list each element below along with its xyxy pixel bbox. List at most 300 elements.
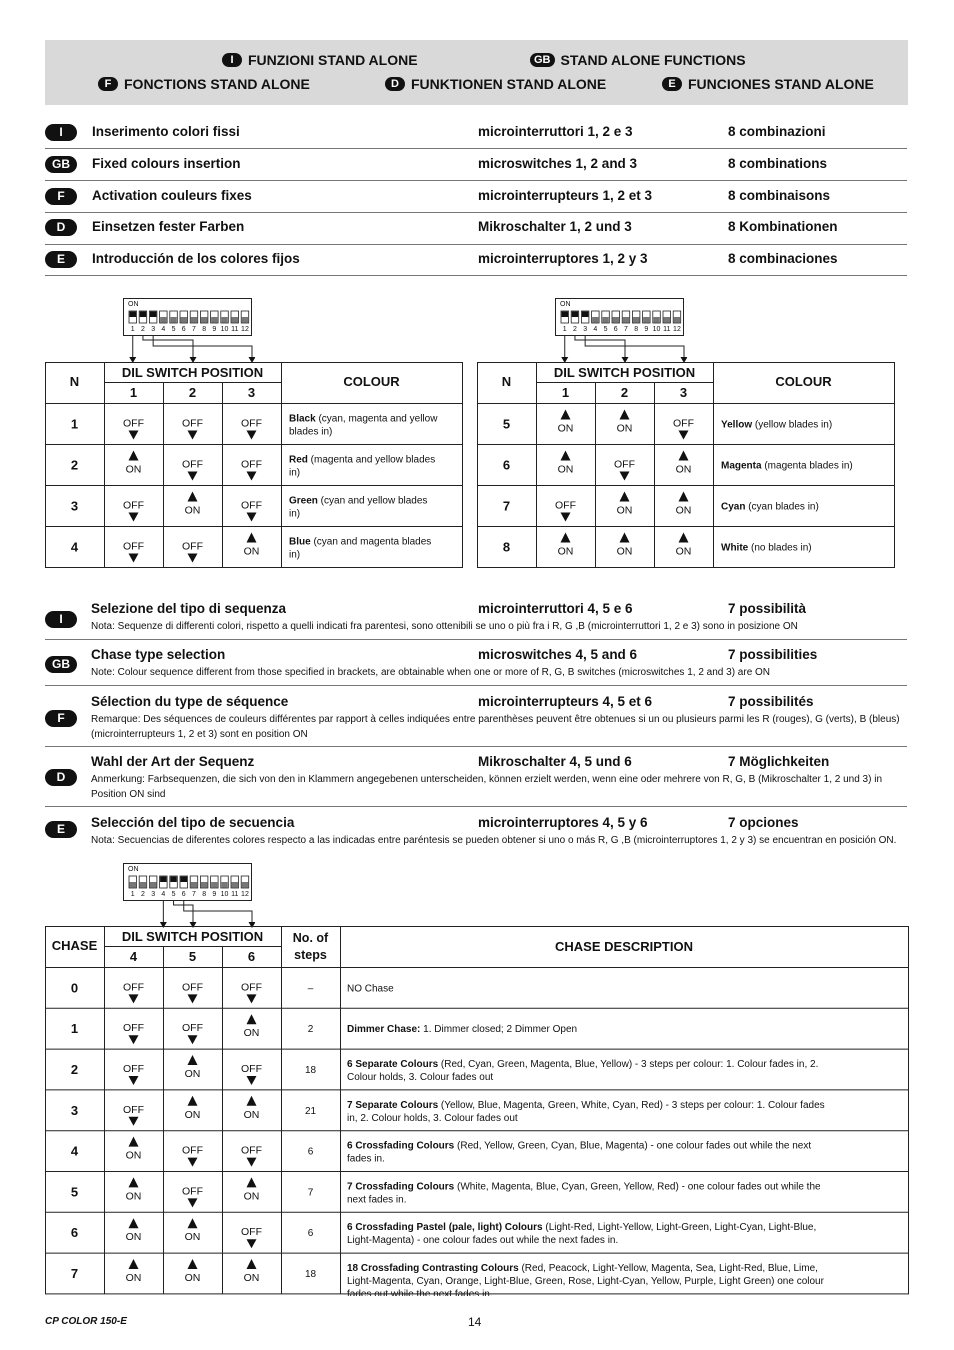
chase-description: 6 Separate Colours (Red, Cyan, Green, Magenta, Blue, Yellow) - 3 steps per colour: 1. Colour fades in, 2. Colour holds, 3. Colour fades out bbox=[347, 1059, 822, 1083]
dip-number: 6 bbox=[181, 326, 186, 333]
switch-state-on: ON bbox=[616, 545, 633, 558]
chase-sel-title: Selección del tipo de secuencia bbox=[91, 815, 295, 830]
dip-number: 11 bbox=[231, 891, 239, 898]
lang-badge-fr: F bbox=[98, 77, 118, 91]
switch-state-on: ON bbox=[125, 463, 142, 476]
colour-description: Red (magenta and yellow blades in) bbox=[289, 454, 438, 479]
dip-lever bbox=[602, 317, 609, 323]
header-steps: steps bbox=[294, 948, 327, 962]
switch-state-off: OFF bbox=[241, 458, 262, 471]
switch-state-off: OFF bbox=[241, 1144, 262, 1157]
dip-switch-svg bbox=[555, 298, 687, 364]
divider bbox=[45, 746, 907, 747]
switch-state-off: OFF bbox=[673, 417, 694, 430]
colour-table-left bbox=[45, 362, 463, 569]
steps-count: 6 bbox=[307, 1146, 314, 1158]
dip-number: 7 bbox=[191, 326, 196, 333]
header-it-label: FUNZIONI STAND ALONE bbox=[248, 52, 418, 68]
header-gb-label: STAND ALONE FUNCTIONS bbox=[560, 52, 746, 68]
down-arrow-icon bbox=[247, 431, 257, 440]
down-arrow-icon bbox=[188, 554, 198, 563]
dip-lever bbox=[232, 882, 239, 888]
switch-state-off: OFF bbox=[123, 1103, 144, 1116]
header-switch-number: 3 bbox=[679, 385, 688, 400]
chase-number: 1 bbox=[70, 1021, 79, 1037]
dip-number: 8 bbox=[202, 326, 207, 333]
up-arrow-icon bbox=[679, 492, 689, 502]
switch-state-on: ON bbox=[675, 504, 692, 517]
header-it bbox=[222, 52, 418, 68]
header-switch-number: 5 bbox=[188, 949, 197, 964]
fixed-colour-switches: microswitches 1, 2 and 3 bbox=[478, 156, 638, 171]
dip-number: 12 bbox=[241, 326, 249, 333]
dip-lever bbox=[140, 882, 147, 888]
switch-state-on: ON bbox=[557, 545, 574, 558]
switch-state-on: ON bbox=[184, 1108, 201, 1121]
switch-state-on: ON bbox=[243, 1190, 260, 1203]
table-row bbox=[71, 492, 430, 522]
switch-state-off: OFF bbox=[182, 1144, 203, 1157]
chase-description: 18 Crossfading Contrasting Colours (Red, Peacock, Light-Yellow, Magenta, Sea, Light-Red, Blue, Lime, Light-Magenta, Cyan, Orange, Light-Blue, Green, Rose, Light-Cyan, Yellow, Purple, Light Green) one colour fades out while the next fades in. bbox=[347, 1263, 827, 1296]
down-arrow-icon bbox=[188, 472, 198, 481]
steps-count: 2 bbox=[307, 1024, 314, 1036]
table-row bbox=[503, 451, 853, 481]
up-arrow-icon bbox=[188, 1055, 198, 1065]
chase-number: 2 bbox=[70, 1062, 79, 1077]
header-fr-label: FONCTIONS STAND ALONE bbox=[124, 76, 310, 92]
dip-number: 8 bbox=[634, 326, 639, 333]
lang-badge: I bbox=[45, 124, 77, 141]
steps-count: 18 bbox=[304, 1269, 317, 1280]
down-arrow-icon bbox=[247, 1076, 257, 1085]
chase-number: 6 bbox=[70, 1225, 79, 1241]
dip-number: 2 bbox=[572, 326, 577, 333]
switch-state-on: ON bbox=[184, 504, 201, 517]
switch-state-off: OFF bbox=[123, 417, 144, 430]
dip-number: 9 bbox=[644, 326, 649, 333]
chase-sel-switches: microinterruttori 4, 5 e 6 bbox=[478, 601, 633, 616]
fixed-colour-title: Activation couleurs fixes bbox=[92, 188, 252, 203]
footer-page-number: 14 bbox=[468, 1315, 482, 1329]
dip-lever bbox=[242, 882, 249, 888]
dip-on-label: ON bbox=[560, 301, 571, 308]
divider bbox=[45, 148, 907, 149]
row-number: 6 bbox=[502, 457, 511, 473]
chase-sel-note: Note: Colour sequence different from those specified in brackets, are obtainable when one or more of R, G, B switches (microswitches 1, 2 and 3) are ON bbox=[91, 667, 771, 678]
header-de bbox=[385, 76, 606, 92]
table-row bbox=[71, 1177, 823, 1207]
up-arrow-icon bbox=[188, 492, 198, 502]
up-arrow-icon bbox=[679, 533, 689, 543]
lang-badge: GB bbox=[45, 656, 77, 673]
up-arrow-icon bbox=[129, 1218, 139, 1228]
chase-number: 7 bbox=[70, 1266, 79, 1281]
dip-number: 1 bbox=[130, 326, 135, 333]
header-es-label: FUNCIONES STAND ALONE bbox=[688, 76, 874, 92]
chase-sel-note: Nota: Sequenze di differenti colori, rispetto a quelli indicati fra parentesi, sono ottenibili se uno o più fra i R, G ,B (microinterruttori 1, 2 e 3) sono in posizione ON bbox=[91, 621, 798, 632]
table-row bbox=[71, 1137, 814, 1167]
header-dil-switch-position: DIL SWITCH POSITION bbox=[121, 365, 264, 380]
switch-state-off: OFF bbox=[182, 540, 203, 553]
dip-lever bbox=[664, 317, 671, 323]
chase-sel-count: 7 opciones bbox=[728, 815, 799, 830]
switch-state-off: OFF bbox=[182, 1022, 203, 1035]
fixed-colour-count: 8 Kombinationen bbox=[728, 219, 838, 234]
switch-state-off: OFF bbox=[182, 458, 203, 471]
header-switch-number: 4 bbox=[129, 949, 138, 964]
chase-number: 4 bbox=[70, 1143, 79, 1159]
dip-lever bbox=[191, 317, 198, 323]
switch-state-off: OFF bbox=[123, 499, 144, 512]
down-arrow-icon bbox=[129, 1035, 139, 1044]
switch-state-off: OFF bbox=[241, 981, 262, 994]
down-arrow-icon bbox=[679, 431, 689, 440]
switch-state-on: ON bbox=[675, 463, 692, 476]
dip-lever bbox=[592, 317, 599, 323]
lang-badge: E bbox=[45, 251, 77, 268]
dip-lever bbox=[562, 312, 569, 318]
down-arrow-icon bbox=[247, 1239, 257, 1248]
switch-state-on: ON bbox=[616, 504, 633, 517]
down-arrow-icon bbox=[247, 513, 257, 522]
dip-number: 4 bbox=[161, 891, 166, 898]
fixed-colour-switches: microinterrupteurs 1, 2 et 3 bbox=[478, 188, 653, 203]
up-arrow-icon bbox=[620, 492, 630, 502]
header-switch-number: 1 bbox=[129, 385, 138, 400]
chase-sel-count: 7 possibilities bbox=[728, 647, 818, 662]
dip-lever bbox=[221, 882, 228, 888]
dip-on-label: ON bbox=[128, 301, 139, 308]
up-arrow-icon bbox=[129, 1137, 139, 1147]
down-arrow-icon bbox=[188, 1035, 198, 1044]
dip-number: 5 bbox=[603, 326, 608, 333]
dip-lever bbox=[633, 317, 640, 323]
dip-on-label: ON bbox=[128, 866, 139, 873]
header-chase-description: CHASE DESCRIPTION bbox=[555, 939, 693, 954]
dip-number: 8 bbox=[202, 891, 207, 898]
down-arrow-icon bbox=[129, 1117, 139, 1126]
dip-number: 3 bbox=[583, 326, 588, 333]
header-switch-number: 6 bbox=[247, 949, 256, 964]
dip-lever bbox=[653, 317, 660, 323]
up-arrow-icon bbox=[561, 451, 571, 461]
switch-state-on: ON bbox=[125, 1272, 142, 1284]
divider bbox=[45, 212, 907, 213]
up-arrow-icon bbox=[561, 533, 571, 543]
steps-count: 21 bbox=[304, 1105, 317, 1117]
switch-state-off: OFF bbox=[241, 417, 262, 430]
fixed-colour-title: Fixed colours insertion bbox=[92, 156, 241, 171]
table-row bbox=[71, 1055, 821, 1085]
lang-badge: F bbox=[45, 710, 77, 727]
header-bar bbox=[45, 40, 908, 105]
header-dil-switch-position: DIL SWITCH POSITION bbox=[121, 929, 264, 944]
switch-state-on: ON bbox=[125, 1231, 142, 1244]
divider bbox=[45, 275, 907, 276]
header-steps: No. of bbox=[292, 931, 329, 945]
dip-lever bbox=[140, 312, 147, 318]
down-arrow-icon bbox=[188, 994, 198, 1003]
divider bbox=[45, 639, 907, 640]
connector-line bbox=[575, 336, 625, 358]
dip-number: 2 bbox=[140, 326, 145, 333]
header-colour: COLOUR bbox=[343, 374, 400, 389]
chase-table bbox=[45, 926, 909, 1296]
up-arrow-icon bbox=[620, 410, 630, 420]
down-arrow-icon bbox=[129, 513, 139, 522]
up-arrow-icon bbox=[188, 1218, 198, 1228]
row-number: 5 bbox=[502, 416, 511, 432]
switch-state-on: ON bbox=[184, 1068, 201, 1080]
lang-badge: E bbox=[45, 821, 77, 838]
divider bbox=[45, 244, 907, 245]
chase-description: 7 Separate Colours (Yellow, Blue, Magenta, Green, White, Cyan, Red) - 3 steps per colour: 1. Colour fades in, 2. Colour holds, 3. Colour fades out bbox=[347, 1099, 828, 1124]
table-row bbox=[71, 414, 440, 440]
fixed-colour-count: 8 combinaisons bbox=[728, 188, 831, 203]
dip-lever bbox=[221, 317, 228, 323]
chase-sel-title: Chase type selection bbox=[91, 647, 226, 662]
colour-description: Magenta (magenta blades in) bbox=[721, 460, 853, 472]
chase-description: 7 Crossfading Colours (White, Magenta, Blue, Cyan, Green, Yellow, Red) - one colour fades out while the next fades in. bbox=[347, 1181, 824, 1206]
header-switch-number: 1 bbox=[561, 385, 570, 400]
fixed-colour-count: 8 combinazioni bbox=[728, 124, 826, 139]
lang-badge: D bbox=[45, 769, 77, 786]
fixed-colour-title: Introducción de los colores fijos bbox=[92, 251, 300, 266]
colour-description: Black (cyan, magenta and yellow blades in) bbox=[289, 413, 441, 438]
table-row bbox=[71, 1014, 577, 1044]
dip-number: 11 bbox=[231, 326, 239, 333]
row-number: 4 bbox=[70, 539, 79, 555]
chase-number: 5 bbox=[70, 1184, 79, 1200]
switch-state-on: ON bbox=[616, 422, 633, 435]
steps-count: 18 bbox=[304, 1065, 317, 1076]
dip-lever bbox=[201, 317, 208, 323]
header-n: N bbox=[501, 374, 512, 389]
down-arrow-icon bbox=[129, 431, 139, 440]
connector-line bbox=[184, 901, 252, 923]
dip-lever bbox=[160, 877, 167, 883]
down-arrow-icon bbox=[129, 994, 139, 1003]
dip-lever bbox=[613, 317, 620, 323]
dip-number: 9 bbox=[212, 326, 217, 333]
dip-lever bbox=[170, 877, 177, 883]
dip-number: 7 bbox=[623, 326, 628, 333]
up-arrow-icon bbox=[247, 1259, 257, 1269]
down-arrow-icon bbox=[620, 472, 630, 481]
switch-state-off: OFF bbox=[182, 1185, 203, 1198]
switch-state-on: ON bbox=[243, 1108, 260, 1121]
lang-badge-it: I bbox=[222, 53, 242, 67]
lang-badge: D bbox=[45, 219, 77, 236]
lang-badge-de: D bbox=[385, 77, 405, 91]
up-arrow-icon bbox=[561, 410, 571, 420]
down-arrow-icon bbox=[247, 1158, 257, 1167]
chase-sel-title: Selezione del tipo di sequenza bbox=[91, 601, 287, 616]
dip-number: 1 bbox=[562, 326, 567, 333]
up-arrow-icon bbox=[679, 451, 689, 461]
chase-description: NO Chase bbox=[347, 983, 394, 995]
dip-number: 4 bbox=[593, 326, 598, 333]
dip-lever bbox=[572, 312, 579, 318]
dip-lever bbox=[130, 312, 137, 318]
header-switch-number: 3 bbox=[247, 385, 256, 400]
dip-number: 9 bbox=[212, 891, 217, 898]
dip-number: 10 bbox=[220, 891, 229, 898]
switch-state-on: ON bbox=[243, 1027, 260, 1040]
chase-sel-switches: microswitches 4, 5 and 6 bbox=[478, 647, 638, 662]
down-arrow-icon bbox=[188, 431, 198, 440]
colour-description: Cyan (cyan blades in) bbox=[721, 501, 819, 513]
switch-state-on: ON bbox=[184, 1272, 201, 1284]
switch-state-on: ON bbox=[125, 1190, 142, 1203]
header-switch-number: 2 bbox=[620, 385, 629, 400]
chase-sel-title: Wahl der Art der Sequenz bbox=[91, 754, 255, 769]
fixed-colour-switches: microinterruttori 1, 2 e 3 bbox=[478, 124, 633, 139]
colour-description: White (no blades in) bbox=[721, 542, 812, 554]
lang-badge-gb: GB bbox=[530, 53, 555, 67]
table-row bbox=[71, 980, 394, 1003]
footer-model: CP COLOR 150-E bbox=[45, 1316, 127, 1327]
up-arrow-icon bbox=[129, 1259, 139, 1269]
steps-count: – bbox=[307, 983, 314, 995]
down-arrow-icon bbox=[247, 472, 257, 481]
chase-number: 0 bbox=[70, 980, 79, 996]
switch-state-off: OFF bbox=[555, 499, 576, 512]
dip-switch-diagram-left bbox=[123, 298, 255, 369]
down-arrow-icon bbox=[247, 994, 257, 1003]
dip-lever bbox=[191, 882, 198, 888]
dip-number: 5 bbox=[171, 891, 176, 898]
steps-count: 6 bbox=[307, 1228, 314, 1240]
dip-number: 6 bbox=[181, 891, 186, 898]
fixed-colour-switches: Mikroschalter 1, 2 und 3 bbox=[478, 219, 632, 234]
row-number: 2 bbox=[70, 457, 79, 473]
divider bbox=[45, 685, 907, 686]
table-row bbox=[71, 451, 438, 481]
chase-sel-note: Anmerkung: Farbsequenzen, die sich von den in Klammern angegebenen unterscheiden, können erzielt werden, wenn eine oder mehrere von R, G, B (Mikroschalter 1, 2 und 3) in Position ON sind bbox=[91, 774, 883, 800]
lang-badge: GB bbox=[45, 156, 77, 173]
switch-state-off: OFF bbox=[241, 1063, 262, 1075]
table-row bbox=[503, 492, 819, 522]
dip-lever bbox=[674, 317, 681, 323]
chase-description: 6 Crossfading Pastel (pale, light) Colours (Light-Red, Light-Yellow, Light-Green, Light-Cyan, Light-Blue, Light-Magenta) - one colour fades out while the next fades in. bbox=[347, 1222, 820, 1247]
up-arrow-icon bbox=[188, 1096, 198, 1106]
dip-lever bbox=[232, 317, 239, 323]
dip-number: 12 bbox=[673, 326, 681, 333]
chase-sel-switches: Mikroschalter 4, 5 und 6 bbox=[478, 754, 632, 769]
dip-number: 2 bbox=[140, 891, 145, 898]
down-arrow-icon bbox=[561, 513, 571, 522]
connector-line bbox=[153, 336, 252, 358]
dip-number: 10 bbox=[220, 326, 229, 333]
colour-description: Green (cyan and yellow blades in) bbox=[289, 495, 431, 520]
dip-switch-diagram-chase bbox=[123, 863, 255, 934]
chase-sel-count: 7 possibilità bbox=[728, 601, 807, 616]
fixed-colour-switches: microinterruptores 1, 2 y 3 bbox=[478, 251, 648, 266]
up-arrow-icon bbox=[188, 1259, 198, 1269]
chase-sel-switches: microinterruptores 4, 5 y 6 bbox=[478, 815, 648, 830]
dip-number: 12 bbox=[241, 891, 249, 898]
header-switch-number: 2 bbox=[188, 385, 197, 400]
dip-lever bbox=[150, 312, 157, 318]
table-row bbox=[71, 1259, 827, 1296]
chase-description: Dimmer Chase: 1. Dimmer closed; 2 Dimmer Open bbox=[347, 1024, 578, 1036]
row-number: 8 bbox=[502, 539, 511, 555]
header-de-label: FUNKTIONEN STAND ALONE bbox=[411, 76, 607, 92]
dip-lever bbox=[150, 882, 157, 888]
header-es bbox=[662, 76, 874, 92]
chase-description: 6 Crossfading Colours (Red, Yellow, Green, Cyan, Blue, Magenta) - one colour fades out while the next fades in. bbox=[347, 1140, 814, 1165]
down-arrow-icon bbox=[188, 1198, 198, 1207]
up-arrow-icon bbox=[620, 533, 630, 543]
switch-state-on: ON bbox=[557, 422, 574, 435]
up-arrow-icon bbox=[129, 1177, 139, 1187]
colour-description: Blue (cyan and magenta blades in) bbox=[289, 536, 435, 561]
dip-switch-diagram-right bbox=[555, 298, 687, 369]
header-colour: COLOUR bbox=[775, 374, 832, 389]
down-arrow-icon bbox=[129, 554, 139, 563]
header-fr bbox=[98, 76, 310, 92]
switch-state-on: ON bbox=[243, 1272, 260, 1284]
dip-lever bbox=[643, 317, 650, 323]
dip-lever bbox=[242, 317, 249, 323]
switch-state-off: OFF bbox=[241, 1226, 262, 1239]
dip-lever bbox=[211, 882, 218, 888]
switch-state-off: OFF bbox=[241, 499, 262, 512]
chase-sel-title: Sélection du type de séquence bbox=[91, 694, 289, 709]
header-gb bbox=[530, 52, 746, 68]
dip-number: 11 bbox=[663, 326, 671, 333]
switch-state-off: OFF bbox=[614, 458, 635, 471]
divider bbox=[45, 180, 907, 181]
dip-switch-svg bbox=[123, 298, 255, 364]
down-arrow-icon bbox=[129, 1076, 139, 1085]
dip-number: 7 bbox=[191, 891, 196, 898]
table-row bbox=[71, 1096, 828, 1126]
switch-state-off: OFF bbox=[182, 981, 203, 994]
up-arrow-icon bbox=[129, 451, 139, 461]
steps-count: 7 bbox=[307, 1187, 314, 1199]
dip-number: 1 bbox=[130, 891, 135, 898]
switch-state-off: OFF bbox=[182, 417, 203, 430]
chase-number: 3 bbox=[70, 1102, 79, 1118]
lang-badge: F bbox=[45, 188, 77, 205]
switch-state-off: OFF bbox=[123, 540, 144, 553]
chase-sel-count: 7 Möglichkeiten bbox=[728, 754, 830, 769]
header-n: N bbox=[69, 374, 80, 389]
colour-description: Yellow (yellow blades in) bbox=[721, 419, 833, 431]
lang-badge: I bbox=[45, 611, 77, 628]
chase-sel-note: Nota: Secuencias de diferentes colores respecto a las indicadas entre paréntesis se pueden obtener si uno o más R, G ,B (microinterruptores 1, 2 y 3) se encuentran en posición ON. bbox=[91, 835, 897, 846]
row-number: 1 bbox=[70, 416, 79, 432]
fixed-colour-title: Inserimento colori fissi bbox=[92, 124, 240, 139]
up-arrow-icon bbox=[247, 533, 257, 543]
switch-state-on: ON bbox=[675, 545, 692, 558]
dip-lever bbox=[160, 317, 167, 323]
chase-sel-switches: microinterrupteurs 4, 5 et 6 bbox=[478, 694, 653, 709]
table-row bbox=[71, 1218, 819, 1248]
dip-lever bbox=[181, 317, 188, 323]
dip-lever bbox=[201, 882, 208, 888]
switch-state-on: ON bbox=[557, 463, 574, 476]
switch-state-off: OFF bbox=[123, 1063, 144, 1075]
table-row bbox=[71, 533, 434, 563]
dip-number: 4 bbox=[161, 326, 166, 333]
up-arrow-icon bbox=[247, 1177, 257, 1187]
row-number: 7 bbox=[502, 498, 511, 514]
table-row bbox=[503, 410, 832, 440]
row-number: 3 bbox=[70, 498, 79, 514]
